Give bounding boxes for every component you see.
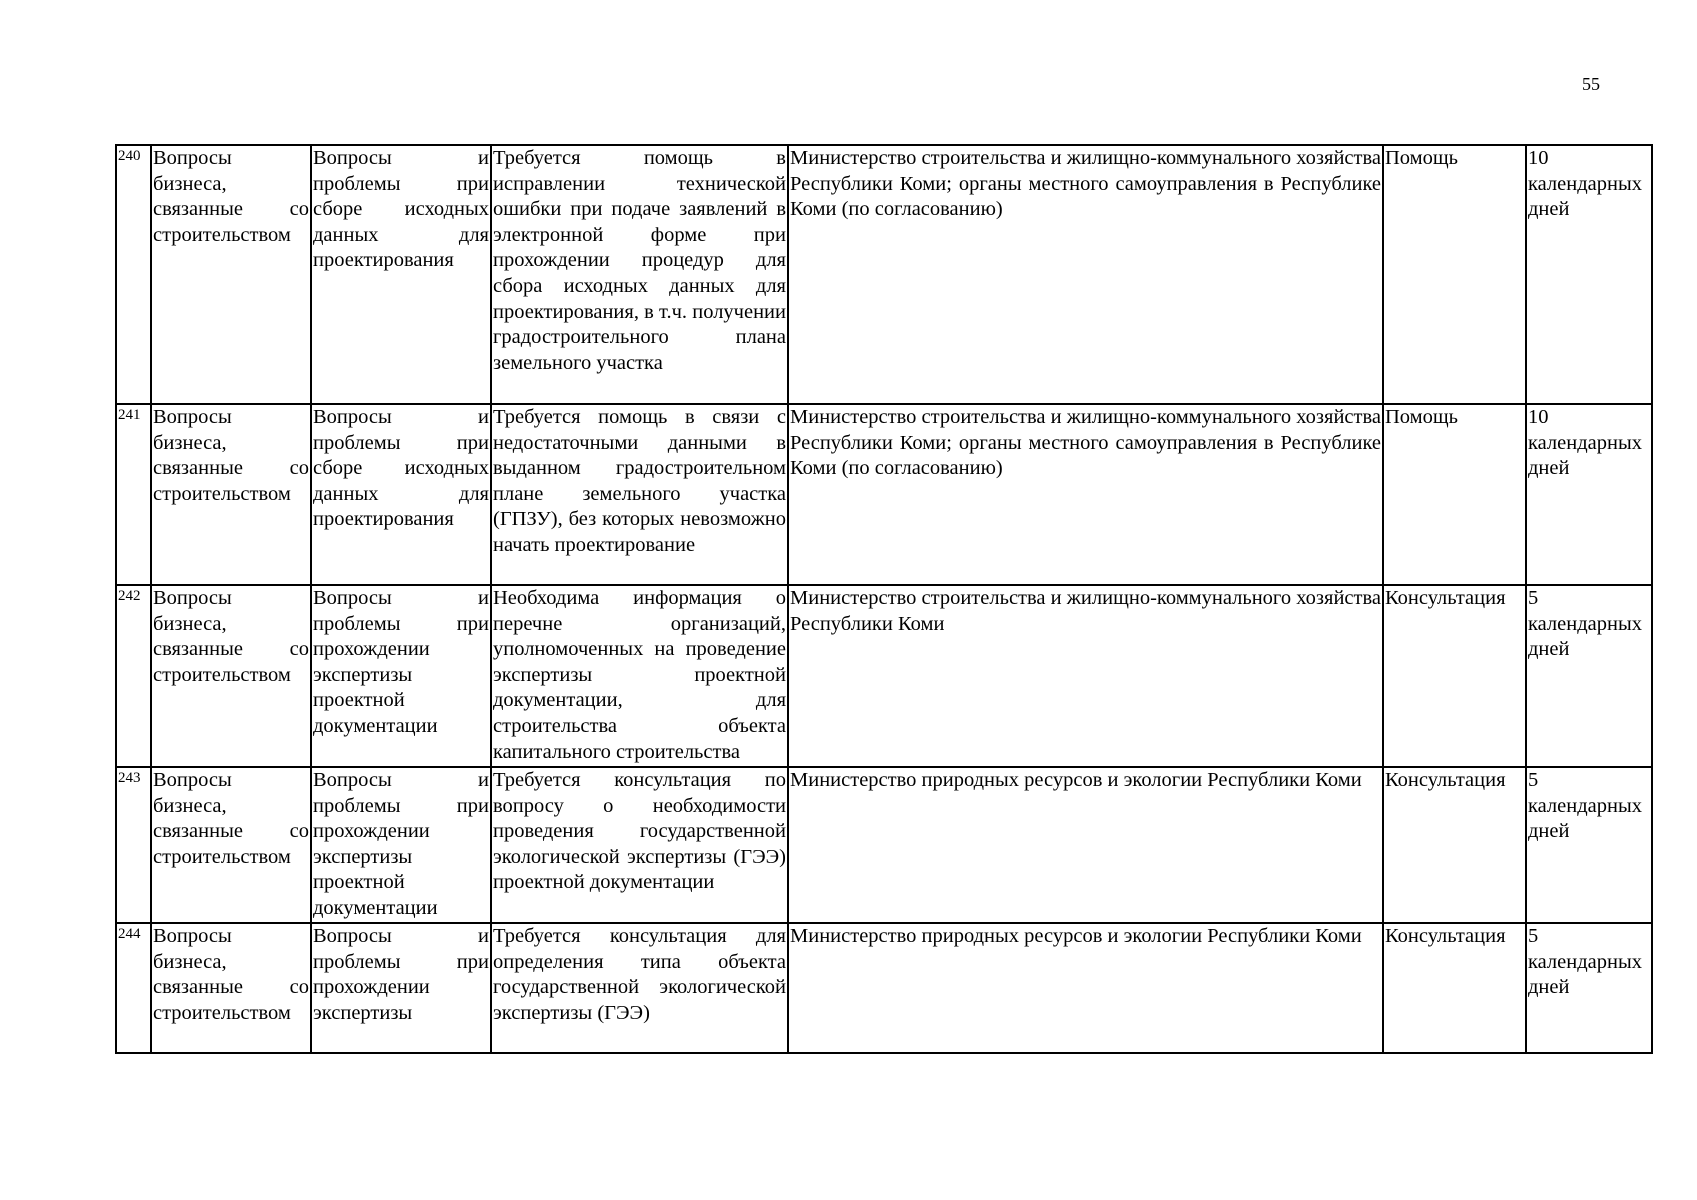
term-cell: 5 календарных дней xyxy=(1526,767,1652,923)
category-cell: Вопросы бизнеса, связанные со строительством xyxy=(151,585,311,767)
category-cell: Вопросы бизнеса, связанные со строительством xyxy=(151,767,311,923)
type-cell: Консультация xyxy=(1383,585,1526,767)
organization-cell: Министерство строительства и жилищно-коммунального хозяйства Республики Коми; органы местного самоуправления в Республике Коми (по согласованию) xyxy=(788,404,1383,585)
subcategory-cell: Вопросы и проблемы при прохождении экспертизы проектной документации xyxy=(311,767,491,923)
type-cell: Консультация xyxy=(1383,767,1526,923)
requests-table xyxy=(115,144,1653,1054)
subcategory-cell: Вопросы и проблемы при прохождении экспертизы xyxy=(311,923,491,1053)
table-row xyxy=(116,404,1652,585)
page-number: 55 xyxy=(1582,74,1600,94)
table-row xyxy=(116,145,1652,404)
description-cell: Необходима информация о перечне организаций, уполномоченных на проведение экспертизы проектной документации, для строительства объекта капитального строительства xyxy=(491,585,788,767)
row-number: 244 xyxy=(116,923,151,1053)
row-number: 240 xyxy=(116,145,151,404)
term-cell: 10 календарных дней xyxy=(1526,145,1652,404)
organization-cell: Министерство строительства и жилищно-коммунального хозяйства Республики Коми xyxy=(788,585,1383,767)
description-cell: Требуется помощь в исправлении технической ошибки при подаче заявлений в электронной форме при прохождении процедур для сбора исходных данных для проектирования, в т.ч. получении градостроительного плана земельного участка xyxy=(491,145,788,404)
organization-cell: Министерство природных ресурсов и экологии Республики Коми xyxy=(788,923,1383,1053)
term-cell: 5 календарных дней xyxy=(1526,923,1652,1053)
organization-cell: Министерство природных ресурсов и экологии Республики Коми xyxy=(788,767,1383,923)
table-row xyxy=(116,767,1652,923)
subcategory-cell: Вопросы и проблемы при сборе исходных данных для проектирования xyxy=(311,404,491,585)
category-cell: Вопросы бизнеса, связанные со строительством xyxy=(151,404,311,585)
description-cell: Требуется консультация для определения типа объекта государственной экологической экспертизы (ГЭЭ) xyxy=(491,923,788,1053)
term-cell: 10 календарных дней xyxy=(1526,404,1652,585)
organization-cell: Министерство строительства и жилищно-коммунального хозяйства Республики Коми; органы местного самоуправления в Республике Коми (по согласованию) xyxy=(788,145,1383,404)
subcategory-cell: Вопросы и проблемы при сборе исходных данных для проектирования xyxy=(311,145,491,404)
category-cell: Вопросы бизнеса, связанные со строительством xyxy=(151,145,311,404)
type-cell: Помощь xyxy=(1383,404,1526,585)
type-cell: Помощь xyxy=(1383,145,1526,404)
row-number: 243 xyxy=(116,767,151,923)
description-cell: Требуется помощь в связи с недостаточными данными в выданном градостроительном плане земельного участка (ГПЗУ), без которых невозможно начать проектирование xyxy=(491,404,788,585)
row-number: 242 xyxy=(116,585,151,767)
table-row xyxy=(116,923,1652,1053)
term-cell: 5 календарных дней xyxy=(1526,585,1652,767)
category-cell: Вопросы бизнеса, связанные со строительством xyxy=(151,923,311,1053)
type-cell: Консультация xyxy=(1383,923,1526,1053)
description-cell: Требуется консультация по вопросу о необходимости проведения государственной экологической экспертизы (ГЭЭ) проектной документации xyxy=(491,767,788,923)
subcategory-cell: Вопросы и проблемы при прохождении экспертизы проектной документации xyxy=(311,585,491,767)
table-row xyxy=(116,585,1652,767)
row-number: 241 xyxy=(116,404,151,585)
